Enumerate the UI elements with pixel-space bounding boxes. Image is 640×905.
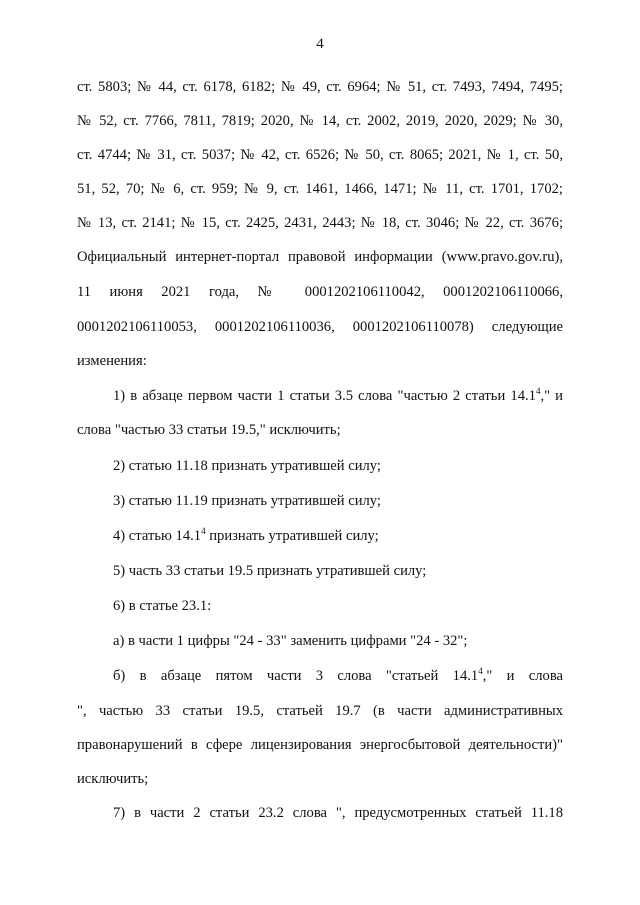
text-line: 11 июня 2021 года, № 0001202106110042, 0001202106110066, bbox=[77, 284, 563, 300]
text-line: Официальный интернет-портал правовой информации (www.pravo.gov.ru), bbox=[77, 249, 563, 265]
text-line: 51, 52, 70; № 6, ст. 959; № 9, ст. 1461, 1466, 1471; № 11, ст. 1701, 1702; bbox=[77, 181, 563, 197]
text-line: № 13, ст. 2141; № 15, ст. 2425, 2431, 2443; № 18, ст. 3046; № 22, ст. 3676; bbox=[77, 215, 563, 231]
text-line: 0001202106110053, 0001202106110036, 0001202106110078) следующие bbox=[77, 319, 563, 335]
item-1-line-1: 1) в абзаце первом части 1 статьи 3.5 слова "частью 2 статьи 14.1$^4$," и bbox=[113, 386, 563, 404]
item-6-b-line-1: б) в абзаце пятом части 3 слова "статьей 14.1$^4$," и слова bbox=[113, 666, 563, 684]
item-3: 3) статью 11.19 признать утратившей силу; bbox=[113, 493, 381, 509]
text-line: № 52, ст. 7766, 7811, 7819; 2020, № 14, ст. 2002, 2019, 2020, 2029; № 30, bbox=[77, 113, 563, 129]
item-4: 4) статью 14.1$^4$ признать утратившей силу; bbox=[113, 526, 379, 544]
item-6-b-line-3: правонарушений в сфере лицензирования энергосбытовой деятельности)" bbox=[77, 737, 563, 753]
text-line: изменения: bbox=[77, 353, 147, 369]
item-6-a: а) в части 1 цифры "24 - 33" заменить цифрами "24 - 32"; bbox=[113, 633, 468, 649]
item-6-b-line-2: ", частью 33 статьи 19.5, статьей 19.7 (в части административных bbox=[77, 703, 563, 719]
item-1-line-2: слова "частью 33 статьи 19.5," исключить; bbox=[77, 422, 341, 438]
text-line: ст. 4744; № 31, ст. 5037; № 42, ст. 6526; № 50, ст. 8065; 2021, № 1, ст. 50, bbox=[77, 147, 563, 163]
item-6: 6) в статье 23.1: bbox=[113, 598, 212, 614]
item-5: 5) часть 33 статьи 19.5 признать утратившей силу; bbox=[113, 563, 427, 579]
item-2: 2) статью 11.18 признать утратившей силу; bbox=[113, 458, 381, 474]
page-number: 4 bbox=[316, 36, 324, 52]
item-7: 7) в части 2 статьи 23.2 слова ", предусмотренных статьей 11.18 bbox=[113, 805, 563, 821]
text-line: ст. 5803; № 44, ст. 6178, 6182; № 49, ст. 6964; № 51, ст. 7493, 7494, 7495; bbox=[77, 79, 563, 95]
item-6-b-line-4: исключить; bbox=[77, 771, 149, 787]
